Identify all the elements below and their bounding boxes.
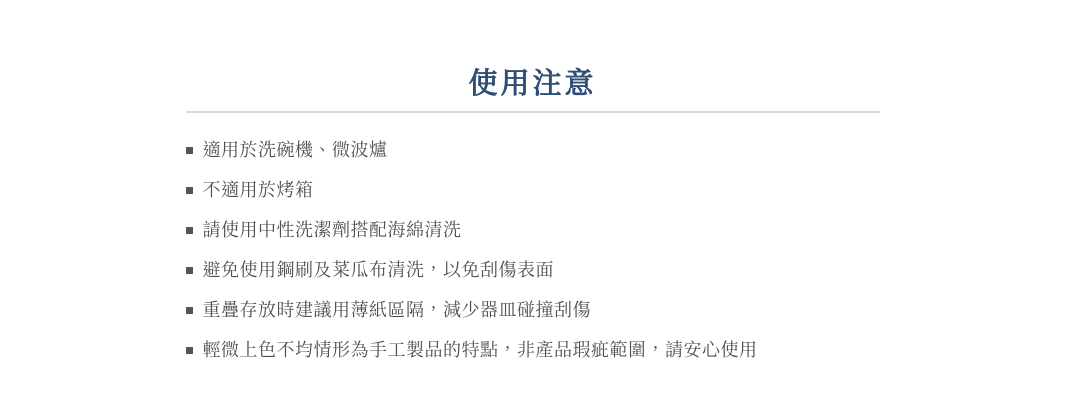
list-item — [186, 141, 880, 159]
note-text: 避免使用鋼刷及菜瓜布清洗，以免刮傷表面 — [202, 260, 554, 280]
bullet-square-icon — [186, 147, 193, 154]
divider — [186, 111, 880, 113]
note-text: 適用於洗碗機、微波爐 — [202, 140, 388, 160]
note-text: 輕微上色不均情形為手工製品的特點，非產品瑕疵範圍，請安心使用 — [202, 340, 758, 360]
bullet-square-icon — [186, 307, 193, 314]
bullet-square-icon — [186, 187, 193, 194]
note-text: 不適用於烤箱 — [202, 180, 314, 200]
note-text: 請使用中性洗潔劑搭配海綿清洗 — [202, 220, 462, 240]
bullet-square-icon — [186, 267, 193, 274]
list-item — [186, 301, 880, 319]
usage-notes-list — [186, 141, 880, 359]
bullet-square-icon — [186, 227, 193, 234]
list-item — [186, 181, 880, 199]
list-item — [186, 341, 880, 359]
list-item — [186, 261, 880, 279]
list-item — [186, 221, 880, 239]
note-text: 重疊存放時建議用薄紙區隔，減少器皿碰撞刮傷 — [202, 300, 591, 320]
page-title: 使用注意 — [468, 68, 597, 100]
bullet-square-icon — [186, 347, 193, 354]
usage-notes-section — [186, 70, 880, 359]
